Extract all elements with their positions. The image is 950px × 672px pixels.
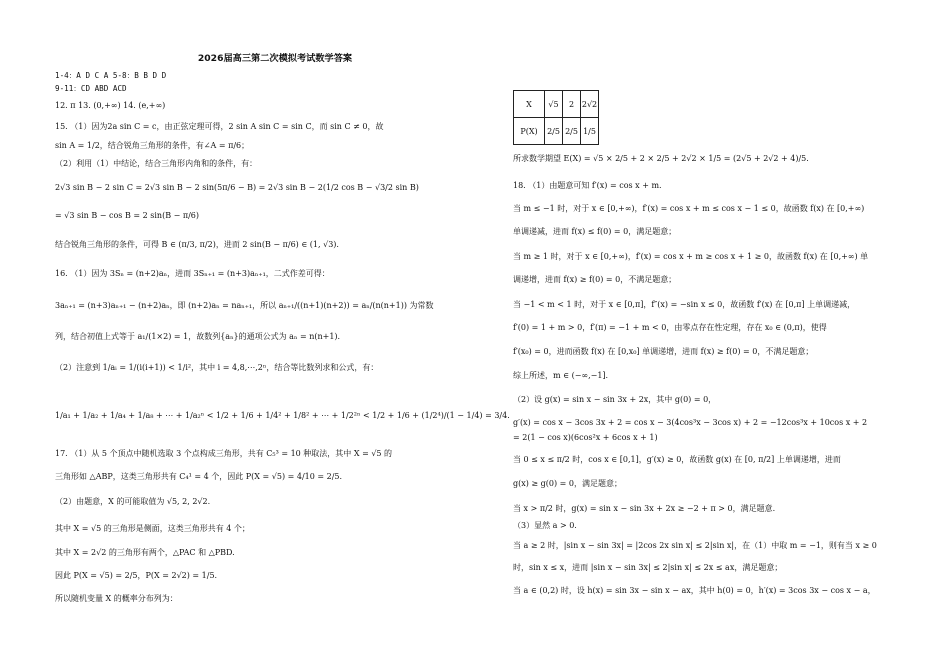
q15-line-5: = √3 sin B − cos B = 2 sin(B − π/6) [55, 211, 200, 220]
q18-line-5: 调递增，进而 f(x) ≥ f(0) = 0，不满足题意； [513, 275, 677, 284]
q15-line-4: 2√3 sin B − 2 sin C = 2√3 sin B − 2 sin(5π/6 − B) = 2√3 sin B − 2(1/2 cos B − √3/2 sin B) [55, 183, 419, 192]
q18-line-18: 时，sin x ≤ x，进而 |sin x − sin 3x| ≤ 2|sin x| ≤ 2x ≤ ax，满足题意； [513, 563, 783, 572]
q17-line-6: 因此 P(X = √5) = 2/5，P(X = 2√2) = 1/5. [55, 571, 218, 580]
q15-line-6: 结合锐角三角形的条件，可得 B ∈ (π/3, π/2)，进而 2 sin(B − π/6) ∈ (1, √3). [55, 240, 339, 249]
q15-line-2: sin A = 1/2，结合锐角三角形的条件，有∠A = π/6； [55, 141, 250, 150]
fill-answers: 12. π 13. (0,+∞) 14. (e,+∞) [55, 101, 166, 110]
q17-line-3: （2）由题意，X 的可能取值为 √5, 2, 2√2. [55, 497, 211, 506]
q18-line-14: g(x) ≥ g(0) = 0，满足题意； [513, 479, 622, 488]
choice-answers-2: 9-11：CD ABD ACD [55, 84, 127, 93]
q18-line-1: 18. （1）由题意可知 f′(x) = cos x + m. [513, 181, 662, 190]
q18-line-2: 当 m ≤ −1 时，对于 x ∈ [0,+∞)，f′(x) = cos x + m ≤ cos x − 1 ≤ 0，故函数 f(x) 在 [0,+∞) [513, 204, 865, 213]
table-header-p: P(X) [514, 118, 545, 145]
q16-line-4: （2）注意到 1/aᵢ = 1/(i(i+1)) < 1/i²，其中 i = 4,8,⋯,2ⁿ，结合等比数列求和公式，有： [55, 363, 379, 372]
q18-line-13: 当 0 ≤ x ≤ π/2 时，cos x ∈ [0,1]，g′(x) ≥ 0，故函数 g(x) 在 [0, π/2] 上单调递增，进而 [513, 455, 841, 464]
page-title: 2026届高三第二次模拟考试数学答案 [197, 53, 353, 64]
q17-line-1: 17. （1）从 5 个顶点中随机选取 3 个点构成三角形，共有 C₅³ = 10 种取法，其中 X = √5 的 [55, 449, 393, 458]
q18-line-6: 当 −1 < m < 1 时，对于 x ∈ [0,π]，f″(x) = −sin x ≤ 0，故函数 f′(x) 在 [0,π] 上单调递减， [513, 300, 856, 309]
table-cell: 1/5 [581, 118, 599, 145]
q15-line-1: 15. （1）因为2a sin C = c，由正弦定理可得，2 sin A sin C = sin C，而 sin C ≠ 0，故 [55, 122, 384, 131]
choice-answers-1: 1-4：A D C A 5-8：B B D D [55, 71, 167, 80]
table-cell: 2/5 [563, 118, 581, 145]
q16-line-5: 1/a₁ + 1/a₂ + 1/a₄ + 1/a₈ + ⋯ + 1/a₂ⁿ < 1/2 + 1/6 + 1/4² + 1/8² + ⋯ + 1/2²ⁿ < 1/2 + 1/6 + (1/2⁴)/(1 − 1/4) = 3/4. [55, 411, 510, 420]
q17-line-2: 三角形如 △ABP，这类三角形共有 C₄¹ = 4 个，因此 P(X = √5) = 4/10 = 2/5. [55, 472, 343, 481]
q18-line-8: f′(x₀) = 0，进而函数 f(x) 在 [0,x₀] 单调递增，进而 f(x) ≥ f(0) = 0，不满足题意； [513, 347, 814, 356]
q17-expectation: 所求数学期望 E(X) = √5 × 2/5 + 2 × 2/5 + 2√2 × 1/5 = (2√5 + 2√2 + 4)/5. [513, 154, 809, 163]
q18-line-3: 单调递减，进而 f(x) ≤ f(0) = 0，满足题意； [513, 227, 677, 236]
q18-line-15: 当 x > π/2 时，g(x) = sin x − sin 3x + 2x ≥ −2 + π > 0，满足题意. [513, 504, 776, 513]
table-row [514, 91, 599, 118]
q18-line-11: g′(x) = cos x − 3cos 3x + 2 = cos x − 3(4cos³x − 3cos x) + 2 = −12cos³x + 10cos x + 2 [513, 418, 868, 427]
table-cell: √5 [545, 91, 563, 118]
q18-line-16: （3）显然 a > 0. [513, 521, 577, 530]
q18-line-9: 综上所述，m ∈ (−∞,−1]. [513, 371, 609, 380]
q16-line-3: 列，结合初值上式等于 a₁/(1×2) = 1，故数列{aₙ}的通项公式为 aₙ = n(n+1). [55, 332, 341, 341]
q16-line-2: 3aₙ₊₁ = (n+3)aₙ₊₁ − (n+2)aₙ，即 (n+2)aₙ = naₙ₊₁，所以 aₙ₊₁/((n+1)(n+2)) = aₙ/(n(n+1)) 为常数 [55, 301, 434, 310]
table-cell: 2 [563, 91, 581, 118]
table-row [514, 118, 599, 145]
table-cell: 2√2 [581, 91, 599, 118]
q18-line-12: = 2(1 − cos x)(6cos²x + 6cos x + 1) [513, 433, 658, 442]
q18-line-4: 当 m ≥ 1 时，对于 x ∈ [0,+∞)，f′(x) = cos x + m ≥ cos x + 1 ≥ 0，故函数 f(x) 在 [0,+∞) 单 [513, 252, 869, 261]
q17-line-4: 其中 X = √5 的三角形是侧面，这类三角形共有 4 个； [55, 524, 250, 533]
q18-line-10: （2）设 g(x) = sin x − sin 3x + 2x，其中 g(0) = 0， [513, 395, 717, 404]
q18-line-19: 当 a ∈ (0,2) 时，设 h(x) = sin 3x − sin x − ax，其中 h(0) = 0，h′(x) = 3cos 3x − cos x − a， [513, 586, 876, 595]
table-header-x: X [514, 91, 545, 118]
table-cell: 2/5 [545, 118, 563, 145]
q18-line-7: f′(0) = 1 + m > 0，f′(π) = −1 + m < 0，由零点存在性定理，存在 x₀ ∈ (0,π)，使得 [513, 323, 827, 332]
q17-line-7: 所以随机变量 X 的概率分布列为： [55, 594, 178, 603]
q15-line-3: （2）利用（1）中结论，结合三角形内角和的条件，有： [55, 159, 258, 168]
distribution-table [513, 90, 599, 145]
q17-line-5: 其中 X = 2√2 的三角形有两个，△PAC 和 △PBD. [55, 548, 235, 557]
q16-line-1: 16. （1）因为 3Sₙ = (n+2)aₙ，进而 3Sₙ₊₁ = (n+3)aₙ₊₁，二式作差可得： [55, 269, 330, 278]
q18-line-17: 当 a ≥ 2 时，|sin x − sin 3x| = |2cos 2x sin x| ≤ 2|sin x|，在（1）中取 m = −1，则有当 x ≥ 0 [513, 541, 877, 550]
